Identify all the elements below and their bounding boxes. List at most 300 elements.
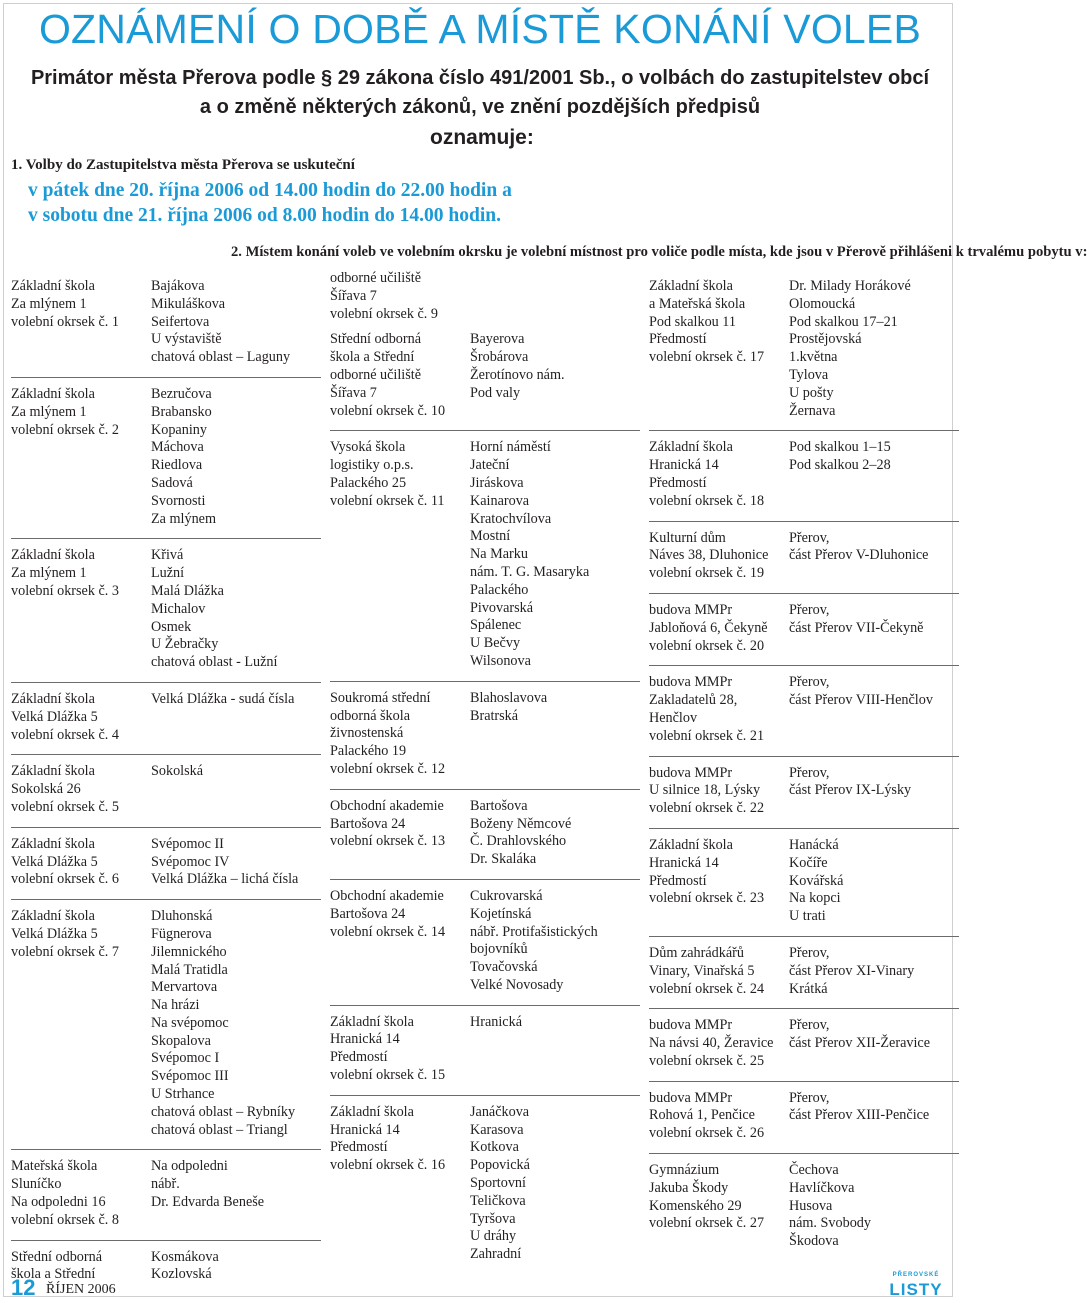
polling-place-line: volební okrsek č. 6	[11, 871, 119, 888]
district-section	[330, 323, 640, 431]
polling-place-line: Základní škola	[11, 763, 95, 780]
polling-place-line: volební okrsek č. 10	[330, 402, 446, 419]
street-name: Bartošova	[470, 797, 528, 814]
polling-place	[649, 837, 789, 908]
street-name: Velká Dlážka - sudá čísla	[151, 690, 295, 707]
street-name: nám. Svobody	[789, 1215, 871, 1232]
street-name: Č. Drahlovského	[470, 833, 567, 850]
district-section	[330, 1006, 640, 1096]
street-list	[789, 439, 891, 475]
polling-place-line: Hranická 14	[330, 1031, 400, 1048]
polling-place-line: volební okrsek č. 1	[11, 313, 119, 330]
street-name: Máchova	[151, 439, 204, 456]
street-name: Jateční	[470, 457, 510, 474]
street-name: Skopalova	[151, 1032, 211, 1049]
street-list	[789, 945, 914, 998]
polling-place	[330, 439, 470, 510]
polling-place-line: Předmostí	[649, 331, 707, 348]
districts-column-3	[649, 270, 959, 1261]
polling-place-line: Základní škola	[330, 1103, 414, 1120]
polling-place-line: Za mlýnem 1	[11, 295, 87, 312]
polling-place-line: Komenského 29	[649, 1197, 742, 1214]
polling-place	[11, 836, 151, 889]
street-list	[470, 331, 565, 402]
district-section	[11, 378, 321, 539]
district-section	[649, 757, 959, 829]
street-name: část Přerov VII-Čekyně	[789, 619, 924, 636]
district-section	[330, 682, 640, 790]
polling-place-line: Sokolská 26	[11, 781, 81, 798]
street-name: Fügnerova	[151, 925, 212, 942]
polling-place-line: Základní škola	[649, 278, 733, 294]
street-name: Malá Dlážka	[151, 582, 224, 599]
polling-place	[649, 602, 789, 655]
street-name: Přerov,	[789, 1017, 830, 1034]
street-name: Cukrovarská	[470, 887, 543, 904]
street-list	[151, 1249, 219, 1285]
district-section	[649, 937, 959, 1009]
polling-place-line: volební okrsek č. 24	[649, 980, 765, 997]
polling-place-line: logistiky o.p.s.	[330, 457, 414, 474]
polling-place-line: volební okrsek č. 18	[649, 492, 765, 509]
polling-place-line: Základní škola	[11, 278, 95, 294]
polling-place-line: Předmostí	[330, 1139, 388, 1156]
districts-column-2	[330, 270, 640, 1274]
polling-place-line: Obchodní akademie	[330, 887, 444, 904]
street-name: Michalov	[151, 600, 206, 617]
street-name: chatová oblast - Lužní	[151, 654, 278, 671]
street-list	[789, 1090, 929, 1126]
polling-place-line: Předmostí	[649, 474, 707, 491]
street-name: Svornosti	[151, 492, 206, 509]
polling-place-line: Předmostí	[649, 872, 707, 889]
district-section	[11, 539, 321, 683]
street-list	[789, 765, 911, 801]
polling-place-line: Bartošova 24	[330, 905, 406, 922]
polling-place-line: odborná škola	[330, 707, 410, 724]
street-name: U Žebračky	[151, 636, 219, 653]
street-name: Seifertova	[151, 313, 210, 330]
street-list	[151, 763, 203, 781]
street-name: Kotkova	[470, 1139, 519, 1156]
polling-place-line: budova MMPr	[649, 1017, 733, 1034]
street-name: chatová oblast – Laguny	[151, 349, 291, 366]
street-list	[789, 1017, 930, 1053]
street-name: bojovníků	[470, 941, 528, 958]
street-name: U dráhy	[470, 1228, 517, 1245]
polling-place	[649, 1162, 789, 1233]
polling-place-line: volební okrsek č. 26	[649, 1125, 765, 1142]
point-1-saturday: v sobotu dne 21. října 2006 od 8.00 hodin do 14.00 hodin.	[28, 205, 501, 226]
polling-place	[11, 386, 151, 439]
street-name: část Přerov V-Dluhonice	[789, 547, 929, 564]
street-name: Žernava	[789, 402, 836, 419]
street-list	[789, 530, 928, 566]
street-name: Kozlovská	[151, 1266, 212, 1283]
street-list	[789, 837, 843, 926]
street-name: Velká Dlážka – lichá čísla	[151, 871, 299, 888]
point-1-intro: 1. Volby do Zastupitelstva města Přerova se uskuteční	[11, 157, 355, 173]
polling-place	[11, 763, 151, 816]
polling-place-line: Dům zahrádkářů	[649, 944, 744, 961]
polling-place-line: volební okrsek č. 7	[11, 943, 119, 960]
street-list	[151, 278, 290, 367]
street-name: Na odpoledni	[151, 1158, 228, 1175]
polling-place-line: Bartošova 24	[330, 815, 406, 832]
polling-place	[11, 691, 151, 744]
polling-place-line: Kulturní dům	[649, 529, 726, 546]
street-name: Za mlýnem	[151, 510, 217, 527]
street-name: Pod skalkou 1–15	[789, 439, 891, 456]
district-section	[11, 900, 321, 1150]
street-list	[470, 798, 571, 869]
district-section	[11, 755, 321, 827]
logo-small-text: PŘEROVSKÉ	[892, 1272, 940, 1278]
polling-place	[649, 278, 789, 367]
polling-place-line: Základní škola	[11, 547, 95, 564]
polling-place-line: Předmostí	[330, 1049, 388, 1066]
street-name: Teličkova	[470, 1192, 526, 1209]
street-name: Olomoucká	[789, 295, 856, 312]
street-name: Škodova	[789, 1233, 839, 1250]
polling-place-line: Základní škola	[649, 439, 733, 456]
polling-place-line: volební okrsek č. 22	[649, 800, 765, 817]
street-name: U pošty	[789, 384, 834, 401]
polling-place	[11, 1158, 151, 1229]
street-name: Na svépomoc	[151, 1014, 229, 1031]
street-name: 1.května	[789, 349, 838, 366]
polling-place-line: volební okrsek č. 3	[11, 582, 119, 599]
polling-place-line: odborné učiliště	[330, 366, 422, 383]
announces-label: oznamuje:	[430, 126, 534, 149]
polling-place-line: budova MMPr	[649, 1089, 733, 1106]
column-2-continuation	[330, 270, 640, 323]
polling-place-line: volební okrsek č. 5	[11, 798, 119, 815]
street-name: Osmek	[151, 618, 192, 635]
street-name: Přerov,	[789, 529, 830, 546]
street-name: Tyršova	[470, 1210, 516, 1227]
street-name: Velké Novosady	[470, 976, 564, 993]
continuation-line: odborné učiliště	[330, 270, 422, 286]
polling-place-line: Na odpoledni 16	[11, 1194, 106, 1211]
polling-place-line: Velká Dlážka 5	[11, 925, 98, 942]
polling-place-line: volební okrsek č. 13	[330, 833, 446, 850]
street-name: Na Marku	[470, 546, 528, 563]
polling-place-line: volební okrsek č. 14	[330, 923, 446, 940]
street-name: Horní náměstí	[470, 439, 551, 456]
street-name: Svépomoc IV	[151, 853, 230, 870]
page-number: 12	[11, 1275, 36, 1300]
polling-place-line: Zakladatelů 28,	[649, 692, 738, 709]
continuation-line: Šířava 7	[330, 287, 377, 304]
street-name: část Přerov XI-Vinary	[789, 962, 915, 979]
polling-place-line: Základní škola	[330, 1013, 414, 1030]
district-section	[649, 666, 959, 756]
polling-place	[330, 1104, 470, 1175]
polling-place-line: Palackého 19	[330, 743, 407, 760]
district-section	[11, 270, 321, 378]
polling-place-line: Náves 38, Dluhonice	[649, 547, 769, 564]
street-name: chatová oblast – Triangl	[151, 1121, 288, 1138]
polling-place-line: Sluníčko	[11, 1176, 62, 1193]
street-name: Přerov,	[789, 1089, 830, 1106]
polling-place-line: Hranická 14	[649, 854, 719, 871]
street-list	[789, 602, 923, 638]
polling-place-line: volební okrsek č. 23	[649, 890, 765, 907]
polling-place-line: Velká Dlážka 5	[11, 853, 98, 870]
street-name: Jilemnického	[151, 943, 227, 960]
polling-place-line: Hranická 14	[649, 457, 719, 474]
district-section	[330, 431, 640, 681]
street-name: Palackého	[470, 581, 529, 598]
street-name: Zahradní	[470, 1246, 522, 1263]
street-name: Dr. Milady Horákové	[789, 278, 911, 294]
street-name: Krátká	[789, 980, 828, 997]
polling-place	[330, 331, 470, 420]
polling-place-line: škola a Střední	[11, 1266, 96, 1283]
polling-place-line: budova MMPr	[649, 674, 733, 691]
street-name: Popovická	[470, 1157, 530, 1174]
street-name: nám. T. G. Masaryka	[470, 563, 590, 580]
street-name: Tylova	[789, 366, 829, 383]
district-section	[11, 683, 321, 755]
polling-place-line: volební okrsek č. 17	[649, 349, 765, 366]
district-section	[649, 594, 959, 666]
polling-place-line: volební okrsek č. 8	[11, 1211, 119, 1228]
street-name: Sokolská	[151, 763, 204, 780]
street-name: Dr. Skaláka	[470, 851, 537, 868]
street-name: Pod skalkou 2–28	[789, 457, 891, 474]
street-name: chatová oblast – Rybníky	[151, 1103, 296, 1120]
polling-place	[11, 908, 151, 961]
street-list	[151, 1158, 264, 1211]
polling-place-line: Pod skalkou 11	[649, 313, 736, 330]
continuation-line: volební okrsek č. 9	[330, 305, 438, 322]
point-2-text: 2. Místem konání voleb ve volebním okrsku je volební místnost pro voliče podle místa, kde jsou v Přerově přihlášeni k trvalému pobytu v:	[231, 244, 1087, 260]
district-section	[649, 829, 959, 937]
street-name: Přerov,	[789, 601, 830, 618]
polling-place-line: Základní škola	[11, 908, 95, 925]
street-name: Svépomoc III	[151, 1068, 229, 1085]
street-name: Na kopci	[789, 890, 841, 907]
street-name: Čechova	[789, 1162, 839, 1179]
street-list	[151, 691, 294, 709]
street-name: Mostní	[470, 528, 511, 545]
polling-place	[330, 888, 470, 941]
street-name: Boženy Němcové	[470, 815, 572, 832]
polling-place	[649, 530, 789, 583]
polling-place-line: živnostenská	[330, 725, 404, 742]
street-name: Bayerova	[470, 331, 525, 348]
street-name: Kočíře	[789, 854, 828, 871]
polling-place-line: škola a Střední	[330, 349, 415, 366]
street-name: Dluhonská	[151, 908, 213, 925]
district-section	[649, 522, 959, 594]
polling-place-line: Gymnázium	[649, 1162, 720, 1179]
street-name: část Přerov XIII-Penčice	[789, 1107, 930, 1124]
polling-place-line: Střední odborná	[330, 331, 422, 348]
street-list	[470, 690, 547, 726]
district-section	[649, 1154, 959, 1261]
street-name: Spálenec	[470, 617, 522, 634]
street-name: Žerotínovo nám.	[470, 366, 565, 383]
polling-place	[649, 765, 789, 818]
street-name: Lužní	[151, 565, 185, 582]
district-section	[330, 1096, 640, 1274]
polling-place	[649, 1090, 789, 1143]
street-list	[151, 547, 277, 672]
street-name: Karasova	[470, 1121, 524, 1138]
polling-place-line: budova MMPr	[649, 601, 733, 618]
street-name: Bajákova	[151, 278, 205, 294]
street-name: Brabansko	[151, 403, 212, 420]
polling-place-line: Henčlov	[649, 709, 698, 726]
polling-place-line: Za mlýnem 1	[11, 403, 87, 420]
street-name: Dr. Edvarda Beneše	[151, 1194, 265, 1211]
header-line-2: a o změně některých zákonů, ve znění pozdějších předpisů	[199, 96, 761, 118]
polling-place-line: volební okrsek č. 25	[649, 1052, 765, 1069]
polling-place-line: Základní škola	[11, 690, 95, 707]
polling-place-line: volební okrsek č. 15	[330, 1067, 446, 1084]
polling-place	[649, 439, 789, 510]
street-name: Šrobárova	[470, 349, 529, 366]
street-name: Svépomoc I	[151, 1050, 220, 1067]
polling-place	[649, 1017, 789, 1070]
polling-place-line: volební okrsek č. 16	[330, 1157, 446, 1174]
polling-place-line: U silnice 18, Lýsky	[649, 782, 761, 799]
street-name: Prostějovská	[789, 331, 862, 348]
polling-place-line: volební okrsek č. 21	[649, 727, 765, 744]
street-name: část Přerov XII-Žeravice	[789, 1035, 931, 1052]
street-name: Kratochvílova	[470, 510, 552, 527]
street-name: Mervartova	[151, 979, 218, 996]
polling-place-line: Velká Dlážka 5	[11, 708, 98, 725]
street-name: Na hrázi	[151, 997, 200, 1014]
street-name: Malá Tratidla	[151, 961, 228, 978]
polling-place-line: Jakuba Škody	[649, 1179, 729, 1196]
street-name: Wilsonova	[470, 652, 531, 669]
polling-place-line: Základní škola	[11, 835, 95, 852]
street-name: Havlíčkova	[789, 1179, 855, 1196]
street-name: U Strhance	[151, 1086, 215, 1103]
page-title: OZNÁMENÍ O DOBĚ A MÍSTĚ KONÁNÍ VOLEB	[38, 6, 922, 52]
point-1-friday: v pátek dne 20. října 2006 od 14.00 hodin do 22.00 hodin a	[28, 180, 512, 201]
street-name: Pivovarská	[470, 599, 534, 616]
street-name: Sadová	[151, 474, 193, 491]
logo-main-text: LISTY	[889, 1280, 943, 1299]
polling-place-line: Soukromá střední	[330, 689, 431, 706]
polling-place-line: Palackého 25	[330, 474, 407, 491]
district-section	[330, 790, 640, 880]
polling-place-line: Za mlýnem 1	[11, 565, 87, 582]
street-list	[470, 888, 598, 995]
polling-place-line: Rohová 1, Penčice	[649, 1107, 755, 1124]
polling-place-line: Mateřská škola	[11, 1158, 98, 1175]
street-name: Pod skalkou 17–21	[789, 313, 898, 330]
polling-place-line: volební okrsek č. 11	[330, 492, 445, 509]
street-list	[470, 439, 589, 670]
polling-place-line: Vysoká škola	[330, 439, 406, 456]
street-name: Přerov,	[789, 944, 830, 961]
street-name: Kojetínská	[470, 905, 532, 922]
street-name: Hanácká	[789, 836, 839, 853]
polling-place-line: Základní škola	[649, 836, 733, 853]
polling-place-line: a Mateřská škola	[649, 295, 746, 312]
street-list	[470, 1014, 522, 1032]
polling-place-line: Vinary, Vinařská 5	[649, 962, 755, 979]
prerovske-listy-logo	[882, 1272, 950, 1300]
street-name: Kainarova	[470, 492, 530, 509]
street-name: Mikuláškova	[151, 295, 226, 312]
issue-date: ŘÍJEN 2006	[46, 1282, 116, 1297]
street-name: U výstaviště	[151, 331, 222, 348]
street-name: Sportovní	[470, 1175, 526, 1192]
district-section	[11, 1150, 321, 1240]
street-name: nábř.	[151, 1176, 180, 1193]
street-name: nábř. Protifašistických	[470, 923, 598, 940]
polling-place-line: Jabloňová 6, Čekyně	[649, 619, 768, 636]
header-line-1: Primátor města Přerova podle § 29 zákona číslo 491/2001 Sb., o volbách do zastupitelstev obcí	[30, 67, 930, 89]
street-name: Kopaniny	[151, 421, 207, 438]
polling-place-line: volební okrsek č. 19	[649, 565, 765, 582]
polling-place-line: volební okrsek č. 4	[11, 726, 119, 743]
street-list	[789, 1162, 871, 1251]
street-name: Bezručova	[151, 385, 212, 402]
district-section	[649, 270, 959, 431]
polling-place	[11, 547, 151, 600]
polling-place	[11, 278, 151, 331]
street-name: Hranická	[470, 1013, 522, 1030]
polling-place-line: Obchodní akademie	[330, 797, 444, 814]
polling-place-line: Šířava 7	[330, 384, 377, 401]
street-list	[470, 1104, 530, 1264]
street-name: Jiráskova	[470, 474, 524, 491]
polling-place-line: budova MMPr	[649, 764, 733, 781]
street-name: Přerov,	[789, 674, 830, 691]
district-section	[649, 1009, 959, 1081]
district-section	[330, 880, 640, 1006]
polling-place	[649, 945, 789, 998]
street-name: Tovačovská	[470, 959, 538, 976]
street-name: Pod valy	[470, 384, 521, 401]
polling-place-line: Střední odborná	[11, 1248, 103, 1265]
street-name: U trati	[789, 908, 826, 925]
street-list	[151, 908, 295, 1139]
district-section	[649, 431, 959, 521]
street-name: Křivá	[151, 547, 184, 564]
street-name: Svépomoc II	[151, 835, 224, 852]
polling-place-line: volební okrsek č. 20	[649, 637, 765, 654]
polling-place	[330, 798, 470, 851]
street-name: Riedlova	[151, 457, 203, 474]
street-list	[151, 386, 216, 528]
street-name: Janáčkova	[470, 1103, 530, 1120]
polling-place	[330, 690, 470, 779]
street-list	[789, 674, 933, 710]
street-name: U Bečvy	[470, 635, 521, 652]
polling-place	[330, 1014, 470, 1085]
street-list	[151, 836, 298, 889]
street-list	[789, 278, 911, 420]
district-section	[649, 1082, 959, 1154]
polling-place-line: volební okrsek č. 12	[330, 760, 446, 777]
street-name: Bratrská	[470, 707, 519, 724]
polling-place-line: volební okrsek č. 27	[649, 1215, 765, 1232]
street-name: Blahoslavova	[470, 689, 548, 706]
street-name: Kosmákova	[151, 1248, 219, 1265]
street-name: Husova	[789, 1197, 833, 1214]
districts-column-1	[11, 270, 321, 1294]
